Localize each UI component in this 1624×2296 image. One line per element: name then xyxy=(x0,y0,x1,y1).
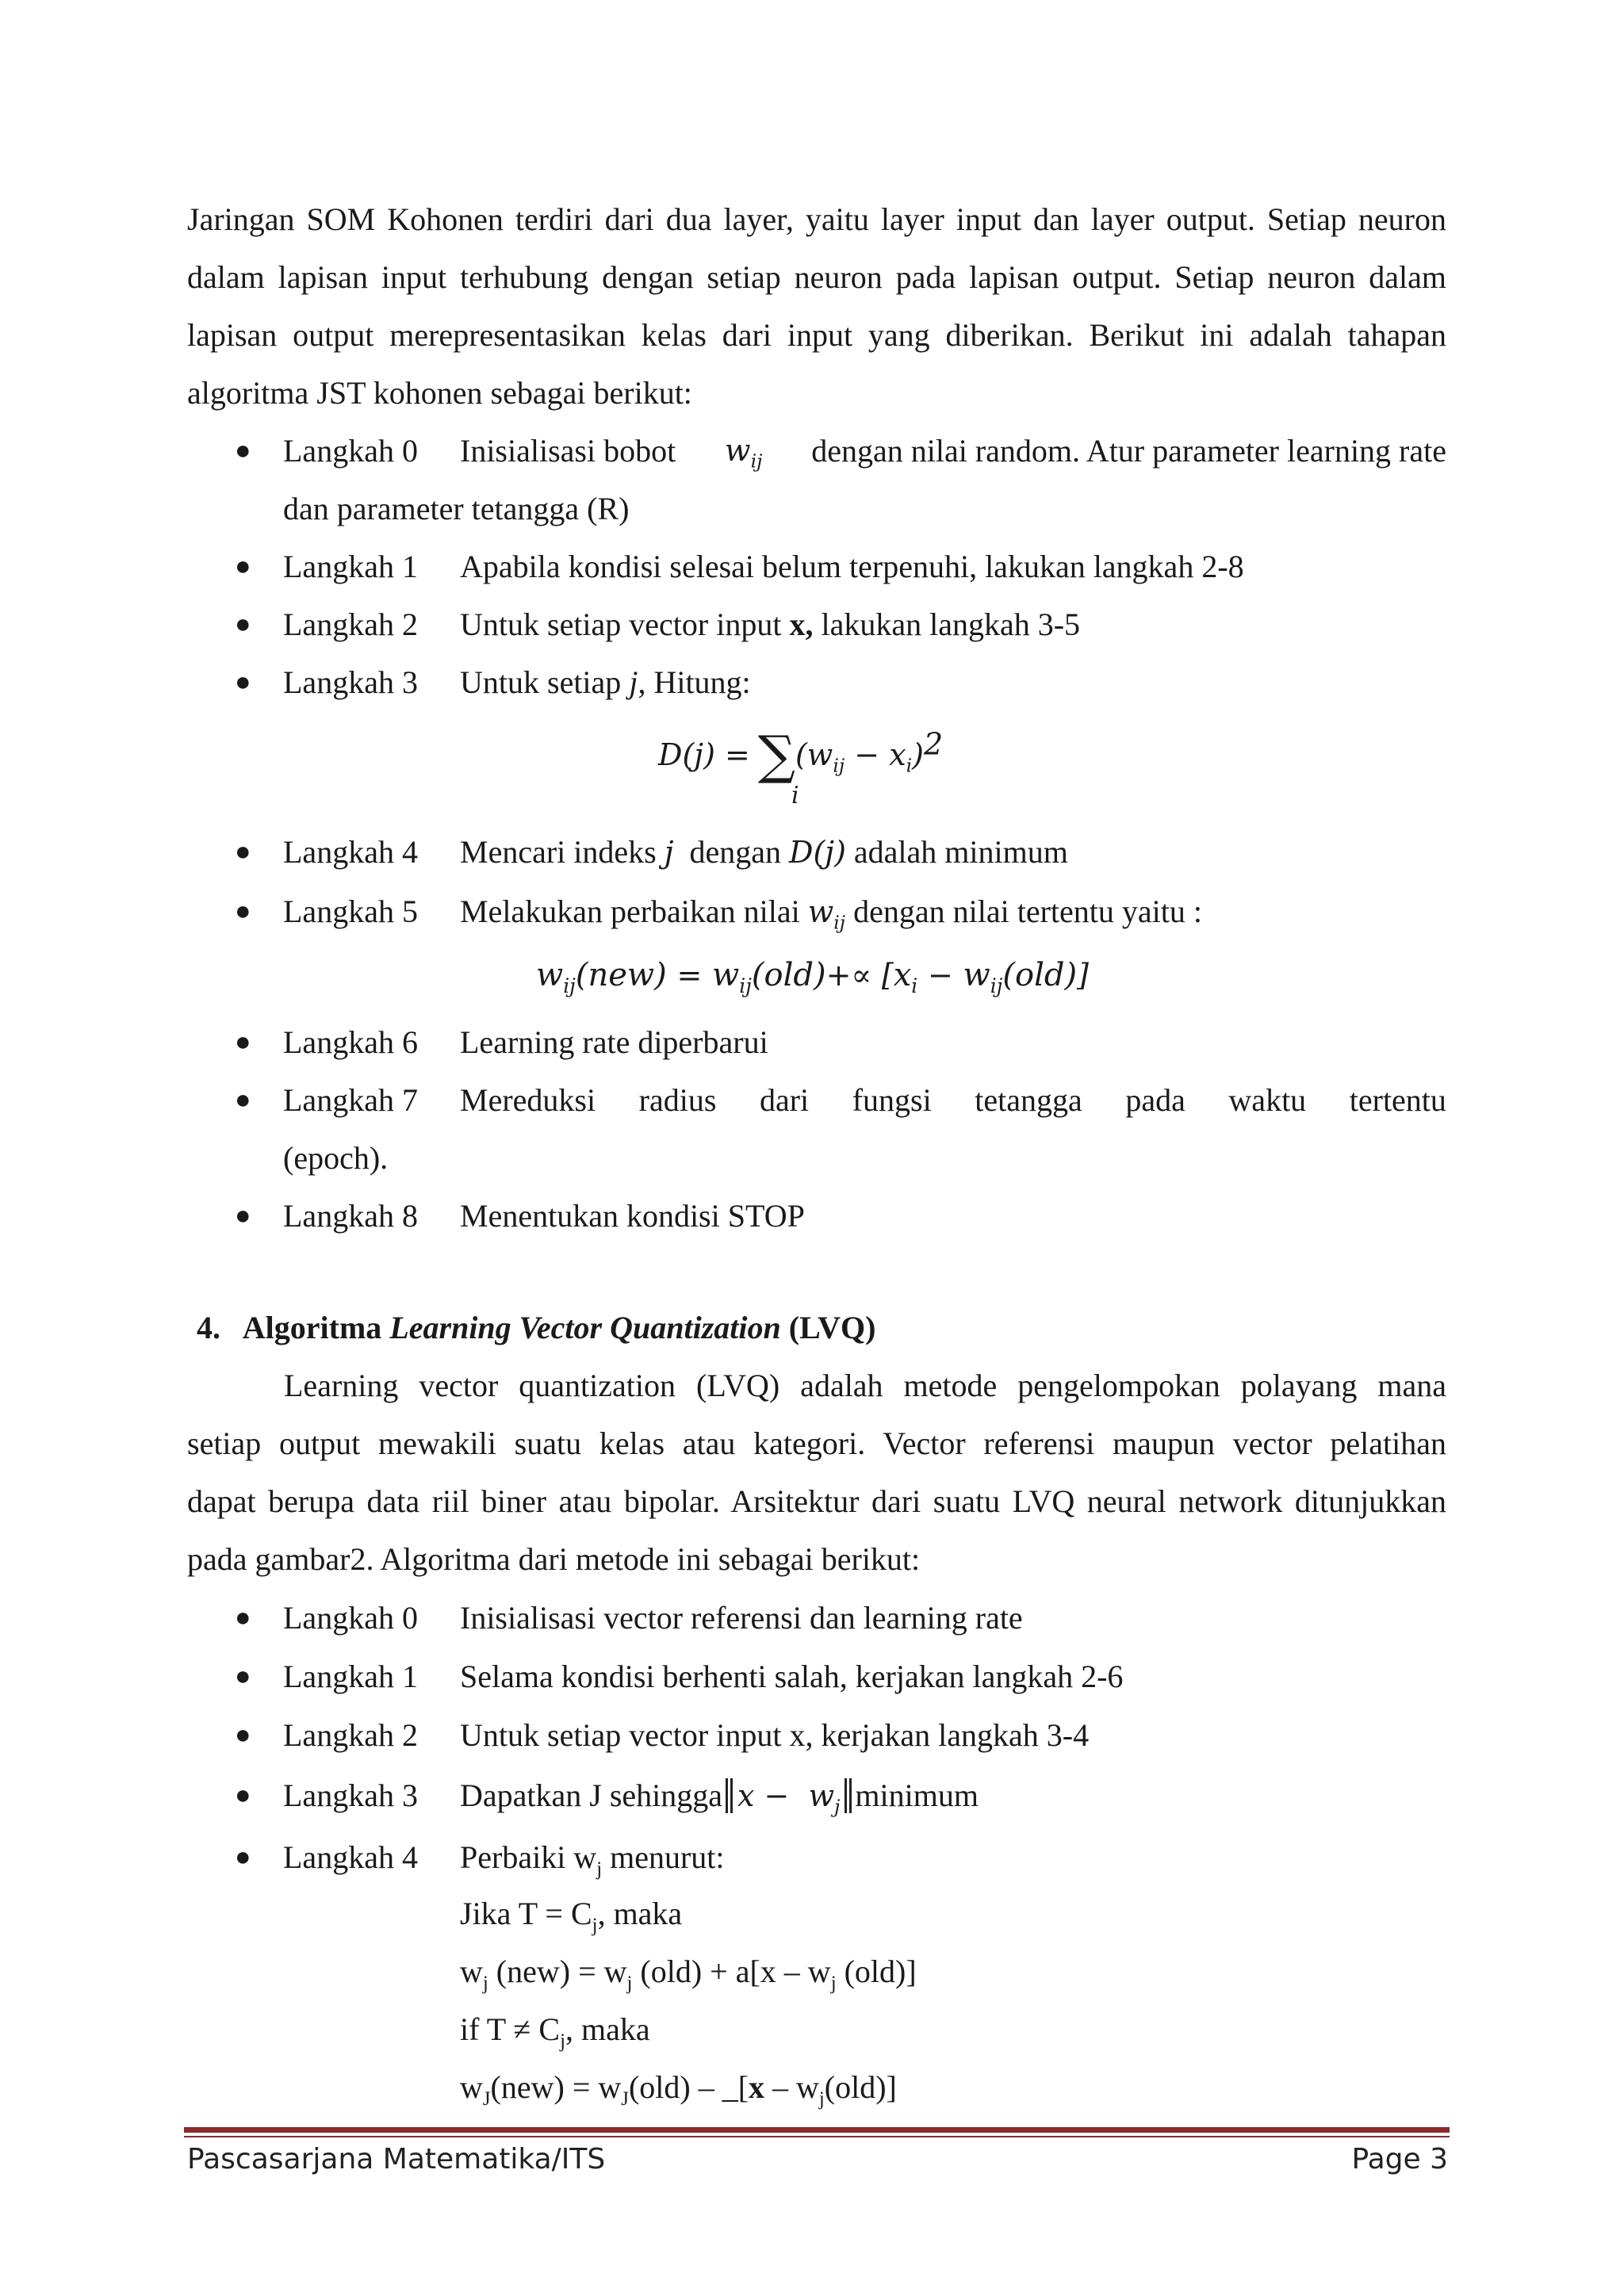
step-text: Inisialisasi bobot $w_{ij}$ dengan nilai random. Atur parameter learning rate xyxy=(460,433,1446,473)
step-label: Langkah 2 xyxy=(283,1717,418,1753)
bullet-icon: ● xyxy=(235,668,251,697)
step-label: Langkah 4 xyxy=(283,1839,418,1875)
step-label: Langkah 3 xyxy=(283,664,418,700)
step-text: Selama kondisi berhenti salah, kerjakan langkah 2-6 xyxy=(460,1659,1124,1694)
rule-line-3: if $T \ne C_j$, maka xyxy=(460,2011,650,2052)
step-label: Langkah 1 xyxy=(283,549,418,584)
step-text: Learning rate diperbarui xyxy=(460,1024,768,1060)
footer-left: Pascasarjana Matematika/ITS xyxy=(187,2143,606,2175)
page-number: Page 3 xyxy=(1351,2143,1448,2175)
bullet-icon: ● xyxy=(235,1027,251,1057)
step-label: Langkah 2 xyxy=(283,607,418,642)
step-label: Langkah 8 xyxy=(283,1198,418,1234)
lvq-line-3: dapat berupa data riil biner atau bipolar. Arsitektur dari suatu LVQ neural network ditunjukkan xyxy=(187,1483,1446,1519)
bullet-icon: ● xyxy=(235,1201,251,1230)
sum-index: i xyxy=(791,782,799,809)
norm-expression: $x - w_j$ xyxy=(730,1778,847,1813)
footer-rule-thin xyxy=(184,2136,1450,2137)
intro-line-3: lapisan output merepresentasikan kelas dari input yang diberikan. Berikut ini adalah tahapan xyxy=(187,317,1446,353)
step-label: Langkah 1 xyxy=(283,1659,418,1694)
lvq-line-2: setiap output mewakili suatu kelas atau kategori. Vector referensi maupun vector pelatihan xyxy=(187,1425,1446,1461)
step-text: Mereduksi radius dari fungsi tetangga pada waktu tertentu xyxy=(460,1082,1446,1118)
step-text: Dapatkan J sehingga $x - w_j$ minimum xyxy=(460,1777,979,1818)
step-text: Perbaiki $w_j$ menurut: xyxy=(460,1839,725,1880)
step-text: Untuk setiap vector input x, lakukan langkah 3-5 xyxy=(460,607,1081,642)
bullet-icon: ● xyxy=(235,552,251,581)
step-continuation: (epoch). xyxy=(283,1140,389,1176)
rule-line-4: $w_J(new) = w_J(old)$ – _[x – $w_j(old)$] xyxy=(460,2069,897,2110)
step-label: Langkah 7 xyxy=(283,1082,418,1118)
bullet-icon: ● xyxy=(235,610,251,639)
step-text: Menentukan kondisi STOP xyxy=(460,1198,805,1234)
intro-line-4: algoritma JST kohonen sebagai berikut: xyxy=(187,375,692,411)
bullet-icon: ● xyxy=(235,1843,251,1872)
bullet-icon: ● xyxy=(235,1720,251,1750)
sum-symbol: ∑ xyxy=(757,725,795,786)
rule-line-2: $w_j$ $(new) = w_j$ $(old) + a[x - w_j$ (old)] xyxy=(460,1954,917,1994)
step-text: Melakukan perbaikan nilai $w_{ij}$ dengan nilai tertentu yaitu : xyxy=(460,894,1202,934)
step-label: Langkah 5 xyxy=(283,894,418,929)
bullet-icon: ● xyxy=(235,1662,251,1691)
intro-line-1: Jaringan SOM Kohonen terdiri dari dua layer, yaitu layer input dan layer output. Setiap neuron xyxy=(187,201,1446,237)
step-text: Inisialisasi vector referensi dan learning rate xyxy=(460,1600,1023,1636)
update-formula: $w_{ij}(new) = w_{ij}(old)+\propto [x_i - w_{ij}(old)]$ xyxy=(536,957,1089,997)
section-heading: 4. Algoritma Learning Vector Quantization (LVQ) xyxy=(197,1310,876,1345)
intro-line-2: dalam lapisan input terhubung dengan setiap neuron pada lapisan output. Setiap neuron dalam xyxy=(187,259,1446,295)
bullet-icon: ● xyxy=(235,436,251,465)
lvq-line-1: Learning vector quantization (LVQ) adalah metode pengelompokan polayang mana xyxy=(284,1368,1446,1403)
step-text: Mencari indeks j dengan D(j) adalah minimum xyxy=(460,834,1068,870)
step-text: Untuk setiap j, Hitung: xyxy=(460,664,751,700)
bullet-icon: ● xyxy=(235,1603,251,1632)
step-text: Untuk setiap vector input x, kerjakan langkah 3-4 xyxy=(460,1717,1090,1753)
rule-line-1: Jika $T = C_j$, maka xyxy=(460,1896,683,1936)
step-label: Langkah 6 xyxy=(283,1024,418,1060)
step-continuation: dan parameter tetangga (R) xyxy=(283,491,630,526)
step-label: Langkah 3 xyxy=(283,1777,418,1813)
footer-rule-thick xyxy=(184,2127,1450,2133)
step-label: Langkah 0 xyxy=(283,433,418,469)
step-label: Langkah 4 xyxy=(283,834,418,870)
bullet-icon: ● xyxy=(235,897,251,926)
step-label: Langkah 0 xyxy=(283,1600,418,1636)
bullet-icon: ● xyxy=(235,837,251,867)
bullet-icon: ● xyxy=(235,1781,251,1810)
distance-formula: $D(j) = \sum(w_{ij} - x_i)^2$ xyxy=(658,725,944,786)
lvq-line-4: pada gambar2. Algoritma dari metode ini sebagai berikut: xyxy=(187,1541,921,1577)
bullet-icon: ● xyxy=(235,1085,251,1115)
step-text: Apabila kondisi selesai belum terpenuhi, lakukan langkah 2-8 xyxy=(460,549,1244,584)
